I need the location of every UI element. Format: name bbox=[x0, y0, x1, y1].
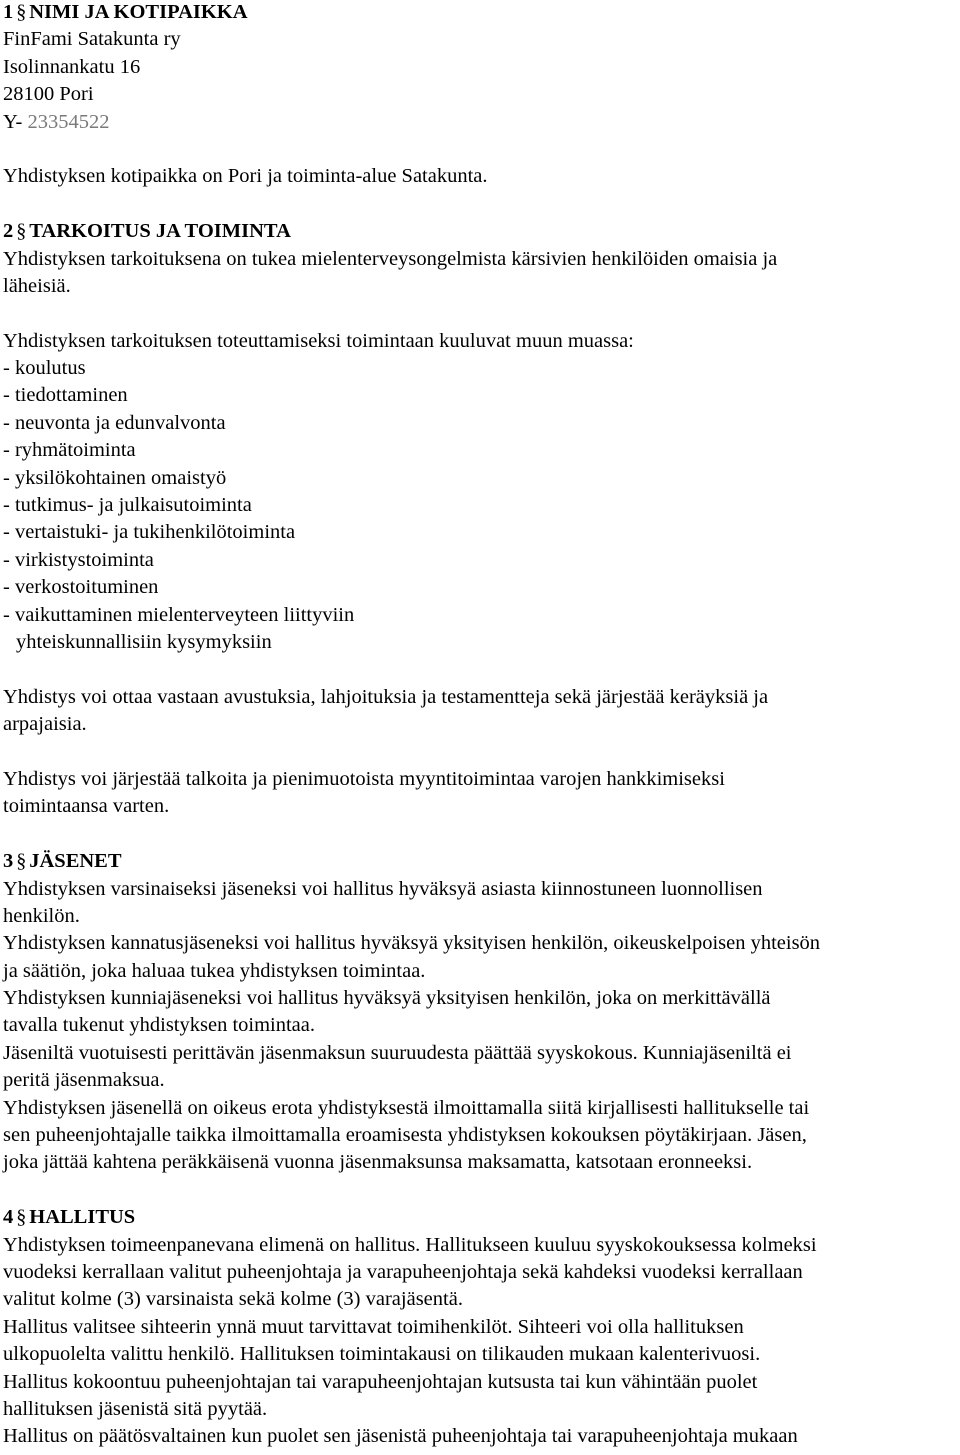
activity-list-item: - neuvonta ja edunvalvonta bbox=[3, 411, 226, 434]
members-line: henkilön. bbox=[3, 904, 80, 927]
document-page bbox=[3, 0, 955, 1451]
activities-intro: Yhdistyksen tarkoituksen toteuttamiseksi toimintaan kuuluvat muun muassa: bbox=[3, 329, 634, 352]
activity-list-item: - ryhmätoiminta bbox=[3, 439, 136, 462]
members-line: Yhdistyksen jäsenellä on oikeus erota yhdistyksestä ilmoittamalla siitä kirjallisesti hallitukselle tai bbox=[3, 1096, 810, 1119]
section-symbol: § bbox=[16, 1206, 27, 1229]
board-line: Hallitus valitsee sihteerin ynnä muut tarvittavat toimihenkilöt. Sihteeri voi olla hallituksen bbox=[3, 1315, 744, 1338]
org-postal-address: 28100 Pori bbox=[3, 83, 94, 106]
domicile-text: Yhdistyksen kotipaikka on Pori ja toiminta-alue Satakunta. bbox=[3, 165, 488, 188]
paragraph-gap bbox=[3, 1177, 955, 1204]
section-symbol: § bbox=[16, 220, 27, 243]
org-business-id bbox=[3, 109, 955, 136]
members-line: Yhdistyksen varsinaiseksi jäseneksi voi hallitus hyväksyä asiasta kiinnostuneen luonnollisen bbox=[3, 877, 763, 900]
fundraising-line: toimintaansa varten. bbox=[3, 795, 170, 818]
board-line: Yhdistyksen toimeenpanevana elimenä on hallitus. Hallitukseen kuuluu syyskokouksessa kolmeksi bbox=[3, 1233, 817, 1256]
members-line: peritä jäsenmaksua. bbox=[3, 1069, 165, 1092]
paragraph-gap bbox=[3, 191, 955, 218]
section-symbol: § bbox=[16, 850, 27, 873]
board-line: vuodeksi kerrallaan valitut puheenjohtaja ja varapuheenjohtaja sekä kahdeksi vuodeksi kerrallaan bbox=[3, 1260, 803, 1283]
board-line: hallituksen jäsenistä sitä pyytää. bbox=[3, 1397, 268, 1420]
purpose-line: Yhdistyksen tarkoituksena on tukea mielenterveysongelmista kärsivien henkilöiden omaisia ja bbox=[3, 247, 778, 270]
fundraising-line: Yhdistys voi järjestää talkoita ja pienimuotoista myyntitoimintaa varojen hankkimiseksi bbox=[3, 767, 725, 790]
section-2-number: 2 bbox=[3, 220, 14, 243]
section-4-title: HALLITUS bbox=[29, 1206, 136, 1229]
activity-list-item: - yksilökohtainen omaistyö bbox=[3, 466, 227, 489]
paragraph-gap bbox=[3, 821, 955, 848]
board-line: Hallitus kokoontuu puheenjohtajan tai varapuheenjohtajan kutsusta tai kun vähintään puolet bbox=[3, 1370, 758, 1393]
members-line: joka jättää kahtena peräkkäisenä vuonna jäsenmaksunsa maksamatta, katsotaan eronneeksi. bbox=[3, 1151, 753, 1174]
paragraph-gap bbox=[3, 739, 955, 766]
activity-list-item: - vertaistuki- ja tukihenkilötoiminta bbox=[3, 521, 296, 544]
section-3-title: JÄSENET bbox=[29, 850, 122, 873]
board-line: ulkopuolelta valittu henkilö. Hallituksen toimintakausi on tilikauden mukaan kalenterivuosi. bbox=[3, 1343, 761, 1366]
activity-list-item: - tutkimus- ja julkaisutoiminta bbox=[3, 494, 252, 517]
org-street-address: Isolinnankatu 16 bbox=[3, 55, 141, 78]
paragraph-gap bbox=[3, 136, 955, 163]
section-1-title: NIMI JA KOTIPAIKKA bbox=[29, 1, 248, 23]
section-1-number: 1 bbox=[3, 1, 14, 23]
business-id-label: Y- bbox=[3, 110, 28, 133]
section-symbol: § bbox=[16, 1, 27, 23]
purpose-line: läheisiä. bbox=[3, 274, 71, 297]
section-3-heading bbox=[3, 848, 955, 875]
business-id-value: 23354522 bbox=[27, 110, 110, 133]
members-line: tavalla tukenut yhdistyksen toimintaa. bbox=[3, 1014, 315, 1037]
activity-list-item: - vaikuttaminen mielenterveyteen liittyviin bbox=[3, 603, 355, 626]
board-line: valitut kolme (3) varsinaista sekä kolme (3) varajäsentä. bbox=[3, 1288, 463, 1311]
members-line: ja säätiön, joka haluaa tukea yhdistyksen toimintaa. bbox=[3, 959, 426, 982]
activity-list-item: - verkostoituminen bbox=[3, 576, 159, 599]
activity-list-item: - koulutus bbox=[3, 357, 86, 380]
activity-list-item: - tiedottaminen bbox=[3, 384, 128, 407]
activity-list-item: - virkistystoiminta bbox=[3, 548, 154, 571]
funding-line: Yhdistys voi ottaa vastaan avustuksia, lahjoituksia ja testamentteja sekä järjestää keräyksiä ja bbox=[3, 685, 769, 708]
org-name: FinFami Satakunta ry bbox=[3, 28, 181, 51]
paragraph-gap bbox=[3, 300, 955, 327]
members-line: Jäseniltä vuotuisesti perittävän jäsenmaksun suuruudesta päättää syyskokous. Kunniajäseniltä ei bbox=[3, 1041, 792, 1064]
section-3-number: 3 bbox=[3, 850, 14, 873]
section-2-title: TARKOITUS JA TOIMINTA bbox=[29, 220, 291, 243]
paragraph-gap bbox=[3, 656, 955, 683]
board-line: Hallitus on päätösvaltainen kun puolet sen jäsenistä puheenjohtaja tai varapuheenjohtaja mukaan bbox=[3, 1425, 798, 1448]
section-1-heading bbox=[3, 0, 955, 26]
funding-line: arpajaisia. bbox=[3, 713, 87, 736]
section-2-heading bbox=[3, 218, 955, 245]
members-line: sen puheenjohtajalle taikka ilmoittamalla eroamisesta yhdistyksen kokouksen pöytäkirjaan. Jäsen, bbox=[3, 1124, 807, 1147]
section-4-number: 4 bbox=[3, 1206, 14, 1229]
activity-list-item-continuation: yhteiskunnallisiin kysymyksiin bbox=[16, 630, 272, 653]
section-4-heading bbox=[3, 1204, 955, 1231]
members-line: Yhdistyksen kunniajäseneksi voi hallitus hyväksyä yksityisen henkilön, joka on merkittävällä bbox=[3, 987, 771, 1010]
members-line: Yhdistyksen kannatusjäseneksi voi hallitus hyväksyä yksityisen henkilön, oikeuskelpoisen yhteisön bbox=[3, 932, 821, 955]
